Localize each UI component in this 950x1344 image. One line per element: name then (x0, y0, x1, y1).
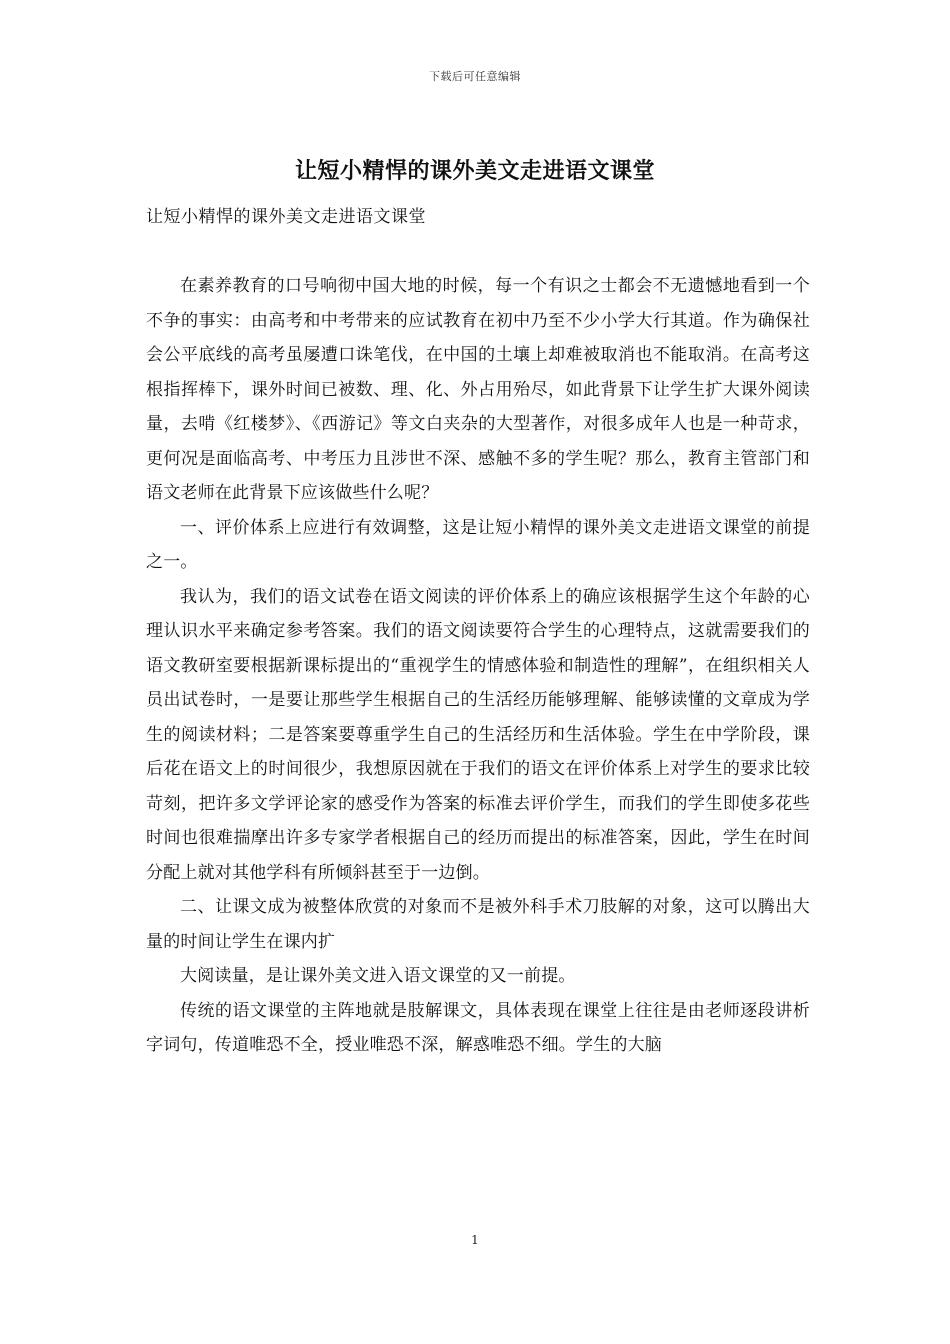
paragraph-section-two-body: 传统的语文课堂的主阵地就是肢解课文，具体表现在课堂上往往是由老师逐段讲析字词句，传道唯恐不全，授业唯恐不深，解惑唯恐不细。学生的大脑 (146, 1000, 810, 1055)
document-body (146, 269, 810, 1063)
paragraph-section-two-continuation: 大阅读量，是让课外美文进入语文课堂的又一前提。 (180, 966, 576, 986)
header-note: 下载后可任意编辑 (429, 70, 521, 83)
document-title: 让短小精悍的课外美文走进语文课堂 (294, 158, 655, 184)
document-subtitle: 让短小精悍的课外美文走进语文课堂 (146, 207, 426, 227)
paragraph-section-one-heading: 一、评价体系上应进行有效调整，这是让短小精悍的课外美文走进语文课堂的前提之一。 (146, 517, 810, 572)
page-number: 1 (471, 1233, 479, 1247)
paragraph-section-two-heading: 二、让课文成为被整体欣赏的对象而不是被外科手术刀肢解的对象，这可以腾出大量的时间让学生在课内扩 (146, 897, 810, 952)
paragraph-section-one-body: 我认为，我们的语文试卷在语文阅读的评价体系上的确应该根据学生这个年龄的心理认识水平来确定参考答案。我们的语文阅读要符合学生的心理特点，这就需要我们的语文教研室要根据新课标提出的“重视学生的情感体验和制造性的理解”，在组织相关人员出试卷时，一是要让那些学生根据自己的生活经历能够理解、能够读懂的文章成为学生的阅读材料；二是答案要尊重学生自己的生活经历和生活体验。学生在中学阶段，课后花在语文上的时间很少，我想原因就在于我们的语文在评价体系上对学生的要求比较苛刻，把许多文学评论家的感受作为答案的标准去评价学生，而我们的学生即使多花些时间也很难揣摩出许多专家学者根据自己的经历而提出的标准答案，因此，学生在时间分配上就对其他学科有所倾斜甚至于一边倒。 (146, 586, 810, 883)
paragraph-intro: 在素养教育的口号响彻中国大地的时候，每一个有识之士都会不无遗憾地看到一个不争的事实：由高考和中考带来的应试教育在初中乃至不少小学大行其道。作为确保社会公平底线的高考虽屡遭口诛笔伐，在中国的土壤上却难被取消也不能取消。在高考这根指挥棒下，课外时间已被数、理、化、外占用殆尽，如此背景下让学生扩大课外阅读量，去啃《红楼梦》、《西游记》等文白夹杂的大型著作，对很多成年人也是一种苛求，更何况是面临高考、中考压力且涉世不深、感触不多的学生呢？那么，教育主管部门和语文老师在此背景下应该做些什么呢？ (146, 276, 810, 503)
